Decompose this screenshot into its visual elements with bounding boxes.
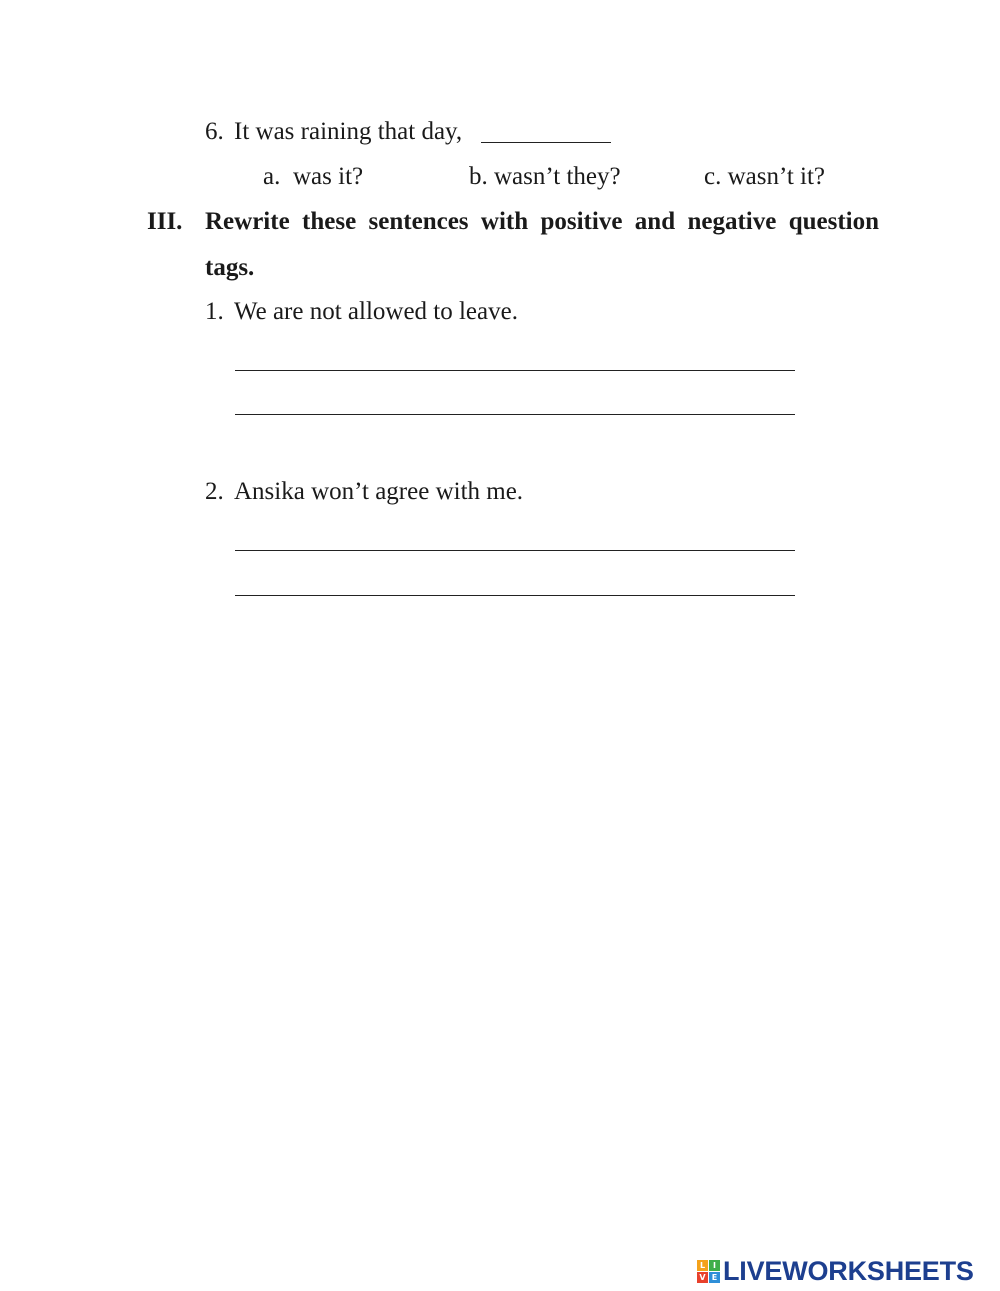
question-1-number: 1. bbox=[205, 298, 224, 325]
logo-letter-l: L bbox=[697, 1260, 708, 1271]
option-c[interactable]: c. wasn’t it? bbox=[704, 163, 826, 190]
logo-icon bbox=[697, 1260, 720, 1283]
option-a-letter: a. bbox=[263, 163, 281, 190]
section-instruction: Rewrite these sentences with positive and negative question bbox=[205, 208, 879, 235]
section-number: III. bbox=[147, 208, 183, 235]
question-2-answer-line-1[interactable] bbox=[235, 550, 795, 551]
logo-letter-v: V bbox=[697, 1272, 708, 1283]
question-2-text: Ansika won’t agree with me. bbox=[234, 478, 524, 505]
question-2-number: 2. bbox=[205, 478, 224, 505]
option-b[interactable]: b. wasn’t they? bbox=[469, 163, 621, 190]
question-6-number: 6. bbox=[205, 118, 224, 145]
question-6-text: It was raining that day, bbox=[234, 118, 463, 145]
brand-name: LIVEWORKSHEETS bbox=[723, 1255, 974, 1286]
logo-letter-e: E bbox=[709, 1272, 720, 1283]
question-1-answer-line-2[interactable] bbox=[235, 414, 795, 415]
liveworksheets-logo bbox=[697, 1256, 974, 1286]
question-1-answer-line-1[interactable] bbox=[235, 370, 795, 371]
question-2-answer-line-2[interactable] bbox=[235, 595, 795, 596]
question-6-blank[interactable] bbox=[481, 118, 611, 150]
logo-letter-i: I bbox=[709, 1260, 720, 1271]
question-1-text: We are not allowed to leave. bbox=[234, 298, 518, 325]
section-instruction-continued: tags. bbox=[205, 254, 255, 281]
option-a[interactable]: was it? bbox=[293, 163, 364, 190]
